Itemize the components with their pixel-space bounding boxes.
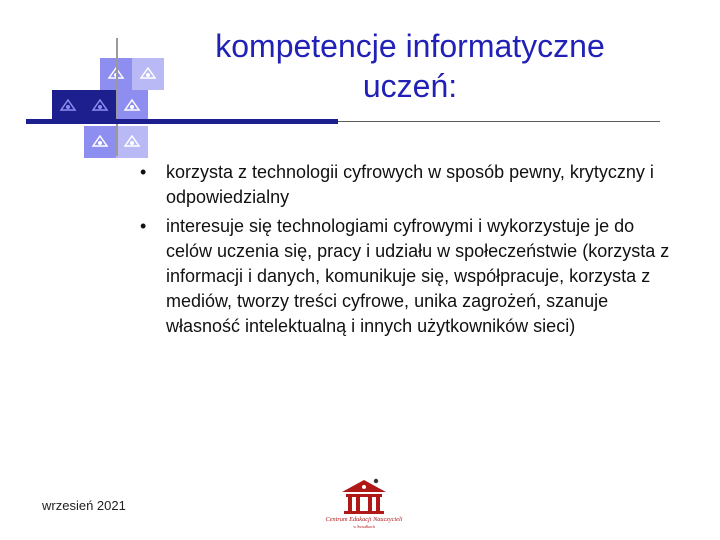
bullet-marker: • (140, 162, 147, 182)
logo-text-line-2: w Suwałkach (353, 524, 375, 529)
institution-logo (312, 474, 416, 530)
title-line-2: uczeń: (362, 68, 458, 104)
tile-pattern-icon (116, 126, 148, 158)
tile-pattern-icon (52, 90, 84, 122)
tile-pattern-icon (84, 90, 116, 122)
title-underline-thick (26, 119, 338, 124)
title-line-1: kompetencje informatyczne (215, 28, 605, 64)
tile-pattern-icon (84, 126, 116, 158)
bullet-text: interesuje się technologiami cyfrowymi i wykorzystuje je do celów uczenia się, pracy i udziału w społeczeństwie (korzysta z informacji i danych, komunikuje się, współpracuje, korzysta z mediów, tworzy treści cyfrowe, unika zagrożeń, szanuje własność intelektualną i innych użytkowników sieci) (166, 216, 670, 336)
footer-date: wrzesień 2021 (42, 498, 126, 513)
slide-title (140, 26, 680, 106)
logo-text-line-1: Centrum Edukacji Nauczycieli (325, 516, 403, 523)
list-item (138, 214, 678, 339)
bullet-marker: • (140, 216, 147, 236)
bullet-text: korzysta z technologii cyfrowych w sposób pewny, krytyczny i odpowiedzialny (166, 162, 654, 207)
logo-building-icon (312, 474, 416, 530)
vertical-divider (116, 38, 118, 156)
list-item (138, 160, 678, 210)
bullet-list (138, 160, 678, 339)
title-underline-thin (338, 121, 660, 122)
